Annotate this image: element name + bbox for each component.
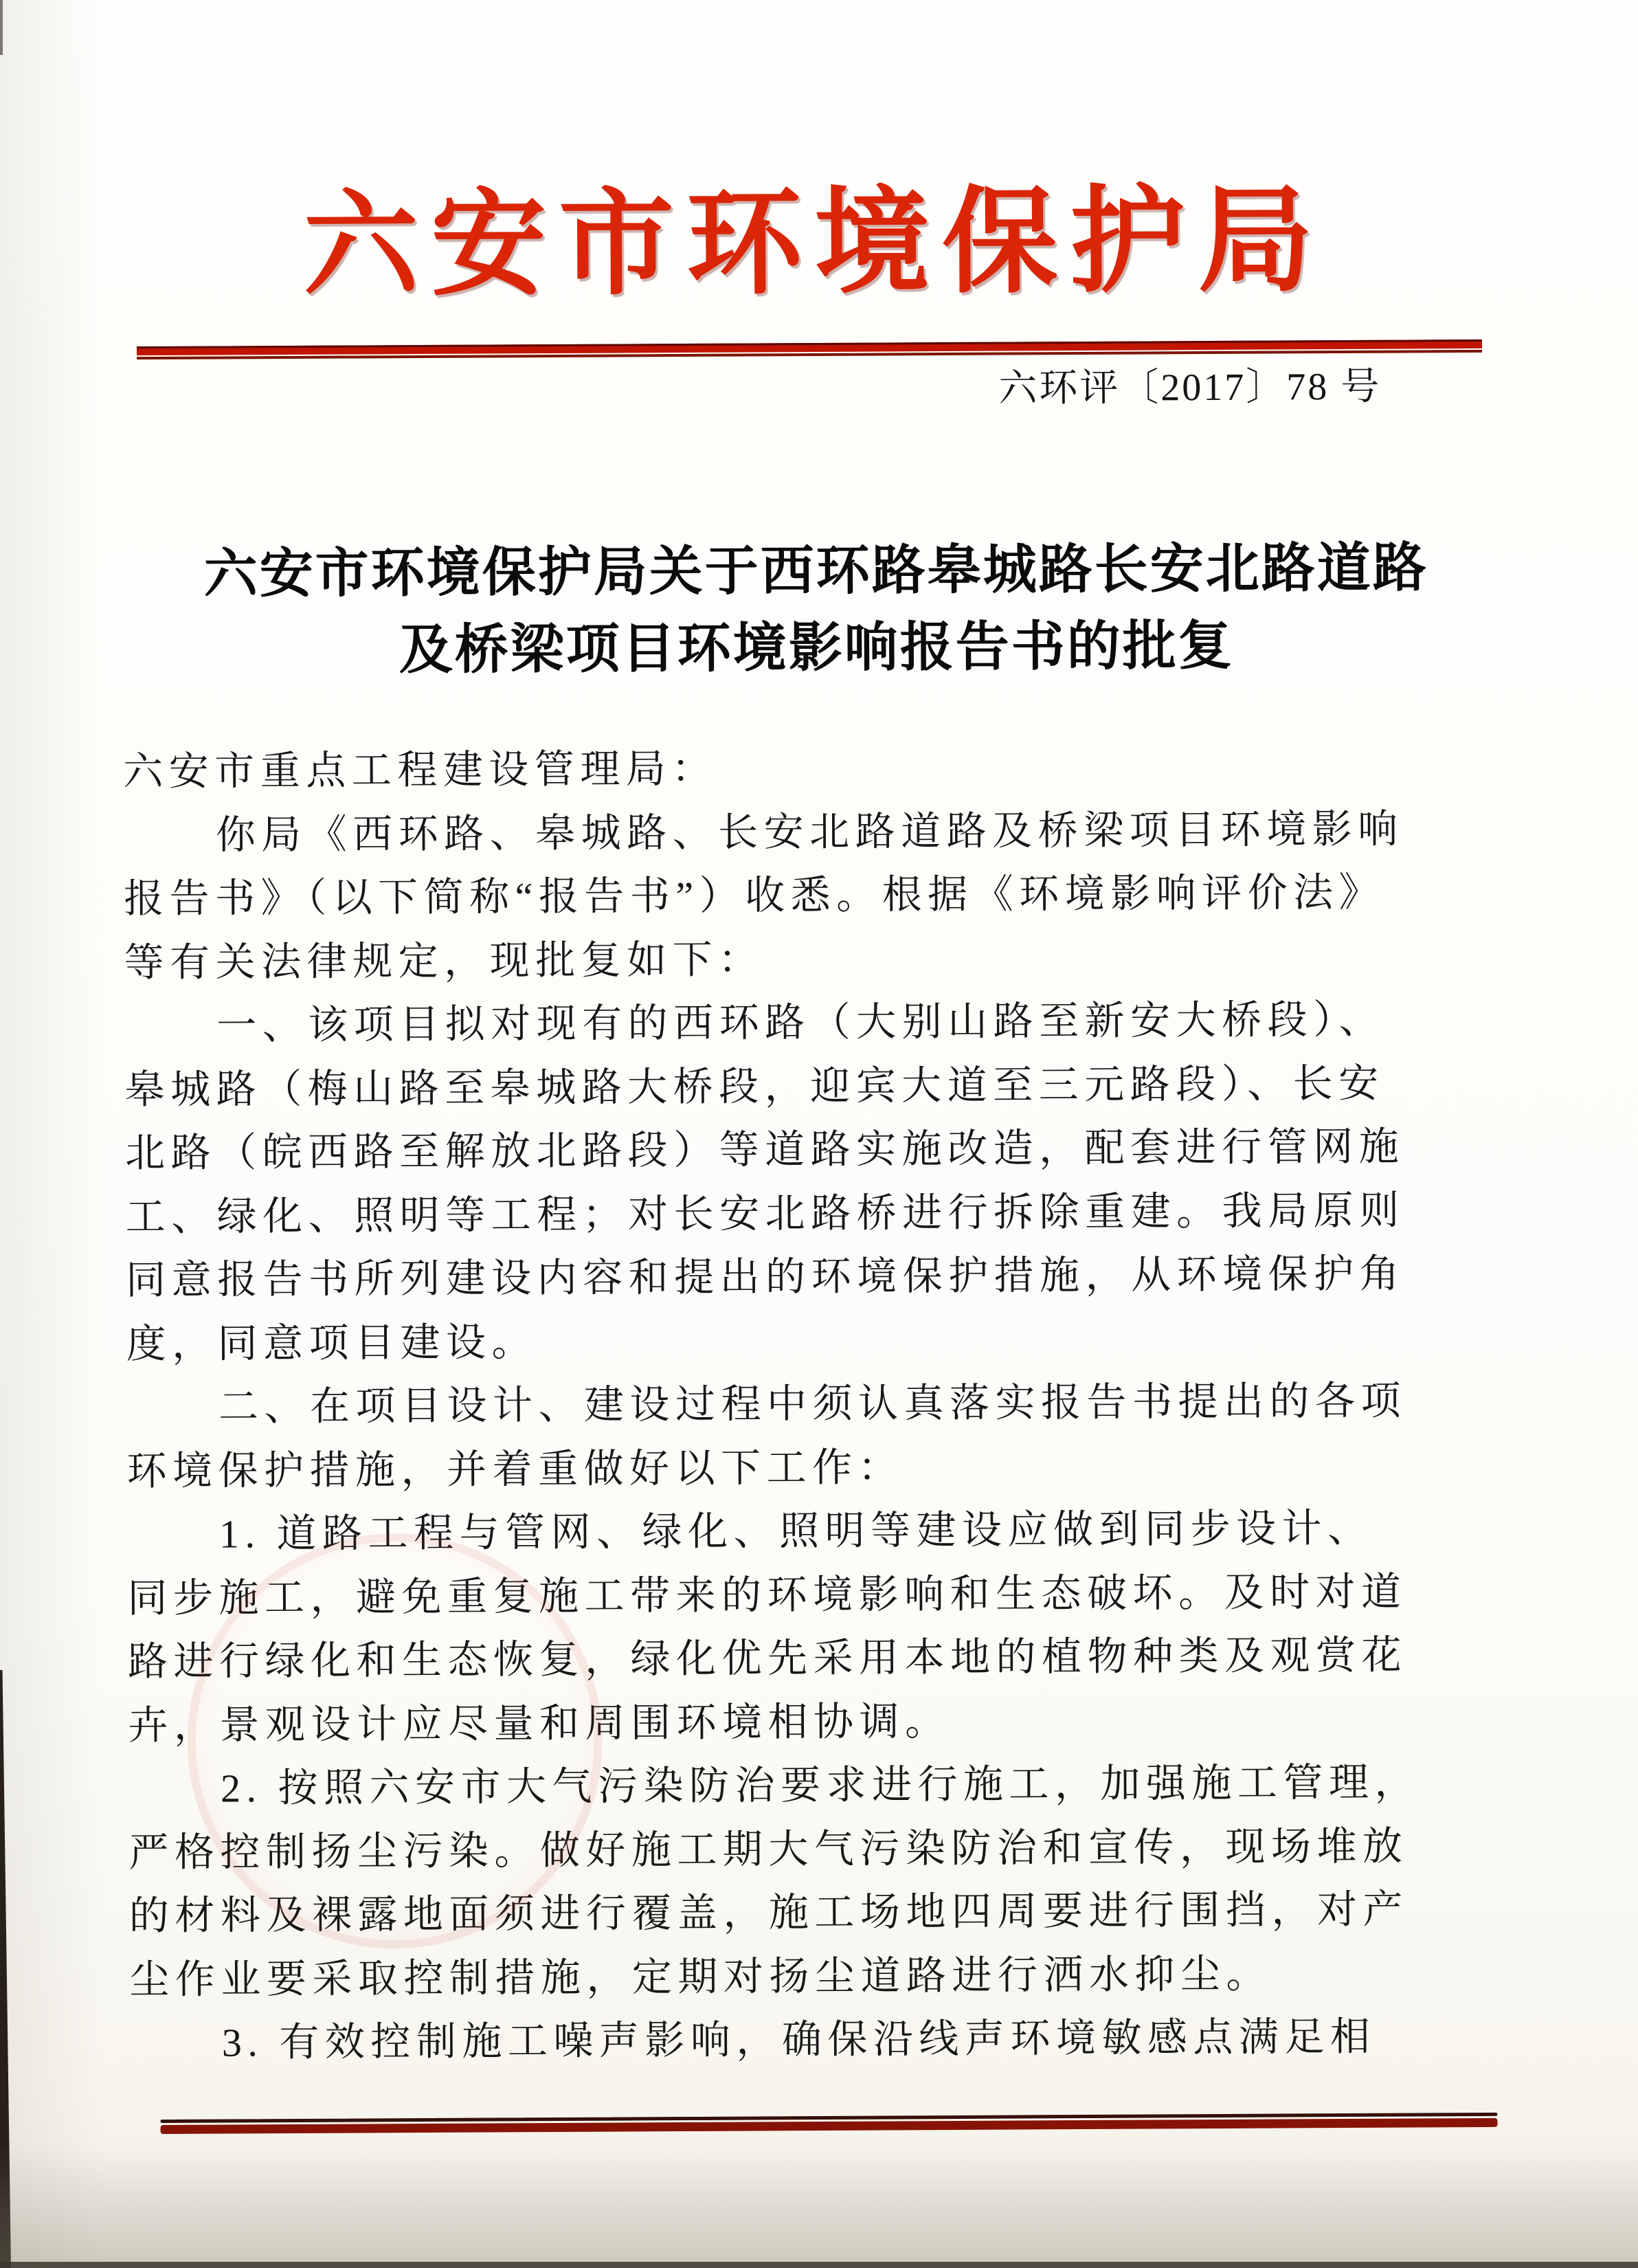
body-line: 的材料及裸露地面须进行覆盖，施工场地四周要进行围挡，对产 <box>128 1887 1409 1939</box>
faint-seal-mark <box>186 1533 603 1950</box>
body-line: 2. 按照六安市大气污染防治要求进行施工，加强施工管理， <box>220 1759 1421 1811</box>
document-number: 六环评〔2017〕78 号 <box>998 365 1382 410</box>
document-title-line2: 及桥梁项目环境影响报告书的批复 <box>399 615 1235 680</box>
document-title <box>0 529 1636 691</box>
body-line: 同步施工，避免重复施工带来的环境影响和生态破坏。及时对道 <box>127 1569 1407 1621</box>
body-line: 3. 有效控制施工噪声影响，确保沿线声环境敏感点满足相 <box>221 2014 1376 2065</box>
body-line: 皋城路（梅山路至皋城路大桥段，迎宾大道至三元路段）、长安 <box>124 1060 1384 1112</box>
body-line: 工、绿化、照明等工程；对长安北路桥进行拆除重建。我局原则 <box>125 1188 1405 1239</box>
body-line: 度，同意项目建设。 <box>126 1319 538 1366</box>
body-line: 一、该项目拟对现有的西环路（大别山路至新安大桥段）、 <box>216 997 1385 1048</box>
document-title-line1: 六安市环境保护局关于西环路皋城路长安北路道路 <box>203 537 1428 604</box>
body-line: 卉，景观设计应尽量和周围环境相协调。 <box>128 1698 951 1748</box>
body-line: 等有关法律规定，现批复如下： <box>124 936 764 985</box>
body-line: 环境保护措施，并着重做好以下工作： <box>126 1444 904 1493</box>
body-line: 1. 道路工程与管网、绿化、照明等建设应做到同步设计、 <box>218 1505 1373 1557</box>
body-line: 同意报告书所列建设内容和提出的环境保护措施，从环境保护角 <box>125 1251 1406 1303</box>
body-line: 路进行绿化和生态恢复，绿化优先采用本地的植物种类及观赏花 <box>127 1632 1408 1685</box>
body-line: 二、在项目设计、建设过程中须认真落实报告书提出的各项 <box>218 1378 1407 1430</box>
body-line: 尘作业要采取控制措施，定期对扬尘道路进行洒水抑尘。 <box>129 1951 1272 2002</box>
footer-red-rule <box>160 2113 1497 2134</box>
body-line: 你局《西环路、皋城路、长安北路道路及桥梁项目环境影响 <box>215 806 1404 858</box>
body-line: 六安市重点工程建设管理局： <box>123 746 717 794</box>
body-line: 报告书》（以下简称“报告书”）收悉。根据《环境影响评价法》 <box>124 869 1385 922</box>
scan-bottom-shading <box>0 2144 1638 2268</box>
scan-edge-artifact-top-left <box>0 0 3 55</box>
body-line: 严格控制扬尘污染。做好施工期大气污染防治和宣传，现场堆放 <box>128 1823 1409 1875</box>
scan-bottom-edge <box>0 2262 1638 2268</box>
body-line: 北路（皖西路至解放北路段）等道路实施改造，配套进行管网施 <box>124 1124 1405 1176</box>
agency-letterhead: 六安市环境保护局 <box>302 177 1326 311</box>
